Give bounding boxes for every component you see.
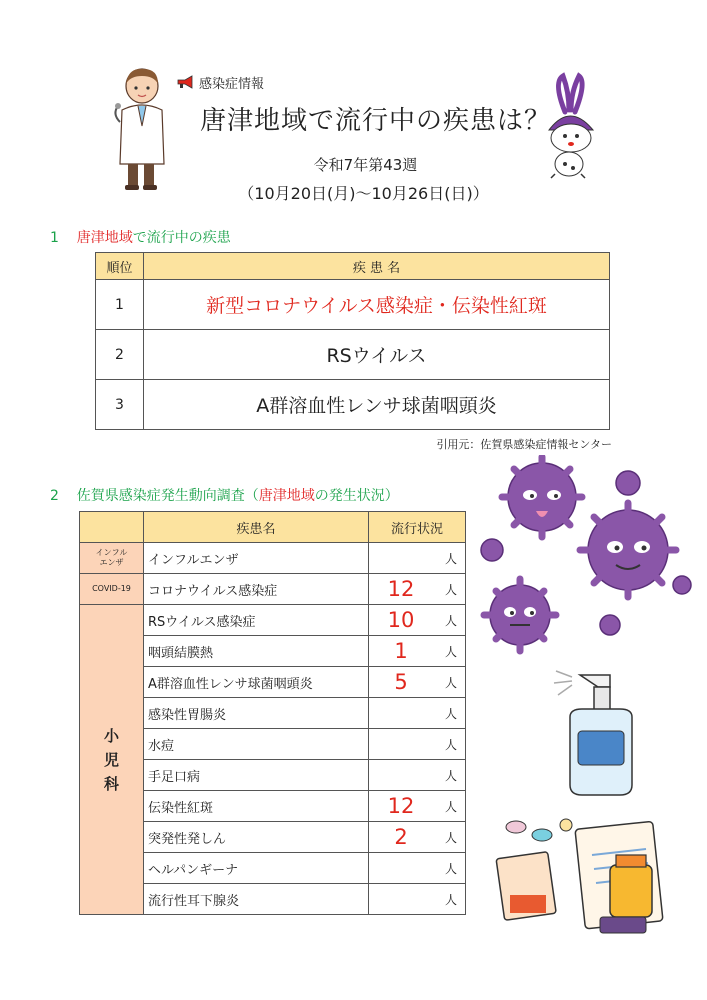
category-covid: COVID-19 xyxy=(80,574,144,605)
case-count: 12 xyxy=(387,577,415,601)
status-cell xyxy=(369,729,466,760)
section-1-title-rest: で流行中の疾患 xyxy=(132,230,231,246)
medicine-illustration xyxy=(496,819,663,933)
status-cell xyxy=(369,853,466,884)
disease-name: 手足口病 xyxy=(144,760,369,791)
table-row xyxy=(80,574,466,605)
status-cell xyxy=(369,698,466,729)
health-illustrations xyxy=(470,455,705,955)
section-2-heading xyxy=(50,485,399,505)
unit-label: 人 xyxy=(444,676,457,690)
table-row xyxy=(80,543,466,574)
disease-cell: A群溶血性レンサ球菌咽頭炎 xyxy=(144,380,610,430)
status-cell xyxy=(369,760,466,791)
disease-name: コロナウイルス感染症 xyxy=(144,574,369,605)
trend-table-header xyxy=(80,512,466,543)
column-header-status: 流行状況 xyxy=(369,512,466,543)
rank-cell: 2 xyxy=(96,330,144,380)
unit-label: 人 xyxy=(444,862,457,876)
section-1-number: 1 xyxy=(50,230,59,246)
virus-illustration xyxy=(481,457,691,651)
megaphone-icon xyxy=(176,74,196,90)
table-row xyxy=(96,280,610,330)
rank-cell: 3 xyxy=(96,380,144,430)
unit-label: 人 xyxy=(444,800,457,814)
disease-name: A群溶血性レンサ球菌咽頭炎 xyxy=(144,667,369,698)
status-cell xyxy=(369,574,466,605)
disease-name: ヘルパンギーナ xyxy=(144,853,369,884)
table-row xyxy=(96,380,610,430)
ranking-table xyxy=(95,252,610,430)
disease-name: 感染性胃腸炎 xyxy=(144,698,369,729)
section-2-title-a: 佐賀県感染症発生動向調査（ xyxy=(76,488,259,504)
table-row xyxy=(96,330,610,380)
section-1-heading xyxy=(50,227,231,247)
source-note: 引用元：佐賀県感染症情報センター xyxy=(436,438,612,451)
case-count: 1 xyxy=(394,639,408,663)
case-count: 2 xyxy=(394,825,408,849)
disease-cell: 新型コロナウイルス感染症・伝染性紅斑 xyxy=(144,280,610,330)
unit-label: 人 xyxy=(444,583,457,597)
unit-label: 人 xyxy=(444,738,457,752)
column-header-disease: 疾患名 xyxy=(144,512,369,543)
trend-table xyxy=(79,511,466,915)
rank-cell: 1 xyxy=(96,280,144,330)
disease-name: 伝染性紅斑 xyxy=(144,791,369,822)
disease-name: 突発性発しん xyxy=(144,822,369,853)
status-cell xyxy=(369,884,466,915)
case-count: 12 xyxy=(387,794,415,818)
unit-label: 人 xyxy=(444,645,457,659)
status-cell xyxy=(369,543,466,574)
category-pediatrics: 小 児 科 xyxy=(80,605,144,915)
status-cell xyxy=(369,636,466,667)
week-label: 令和7年第43週 xyxy=(313,156,418,174)
unit-label: 人 xyxy=(444,893,457,907)
section-2-title-b: の発生状況） xyxy=(314,488,399,504)
section-2-number: 2 xyxy=(50,488,59,504)
sanitizer-bottle-illustration xyxy=(554,671,632,795)
section-2-title-red: 唐津地域 xyxy=(258,488,315,504)
section-1-title-red: 唐津地域 xyxy=(76,230,133,246)
category-influenza: インフル エンザ xyxy=(80,543,144,574)
disease-name: インフルエンザ xyxy=(144,543,369,574)
status-cell xyxy=(369,667,466,698)
status-cell xyxy=(369,605,466,636)
disease-name: 流行性耳下腺炎 xyxy=(144,884,369,915)
unit-label: 人 xyxy=(444,614,457,628)
status-cell xyxy=(369,791,466,822)
unit-label: 人 xyxy=(444,552,457,566)
unit-label: 人 xyxy=(444,769,457,783)
column-header-rank: 順位 xyxy=(96,253,144,280)
disease-name: RSウイルス感染症 xyxy=(144,605,369,636)
disease-cell: RSウイルス xyxy=(144,330,610,380)
disease-name: 咽頭結膜熱 xyxy=(144,636,369,667)
unit-label: 人 xyxy=(444,831,457,845)
case-count: 10 xyxy=(387,608,415,632)
mascot-illustration xyxy=(535,72,605,180)
status-cell xyxy=(369,822,466,853)
header-tag: 感染症情報 xyxy=(199,77,265,92)
column-header-disease: 疾 患 名 xyxy=(144,253,610,280)
table-row xyxy=(80,605,466,636)
header-blank-cell xyxy=(80,512,144,543)
disease-name: 水痘 xyxy=(144,729,369,760)
date-range: （10月20日(月)～10月26日(日)） xyxy=(238,184,489,203)
ranking-table-header xyxy=(96,253,610,280)
case-count: 5 xyxy=(394,670,408,694)
page-title: 唐津地域で流行中の疾患は？ xyxy=(200,106,552,136)
unit-label: 人 xyxy=(444,707,457,721)
